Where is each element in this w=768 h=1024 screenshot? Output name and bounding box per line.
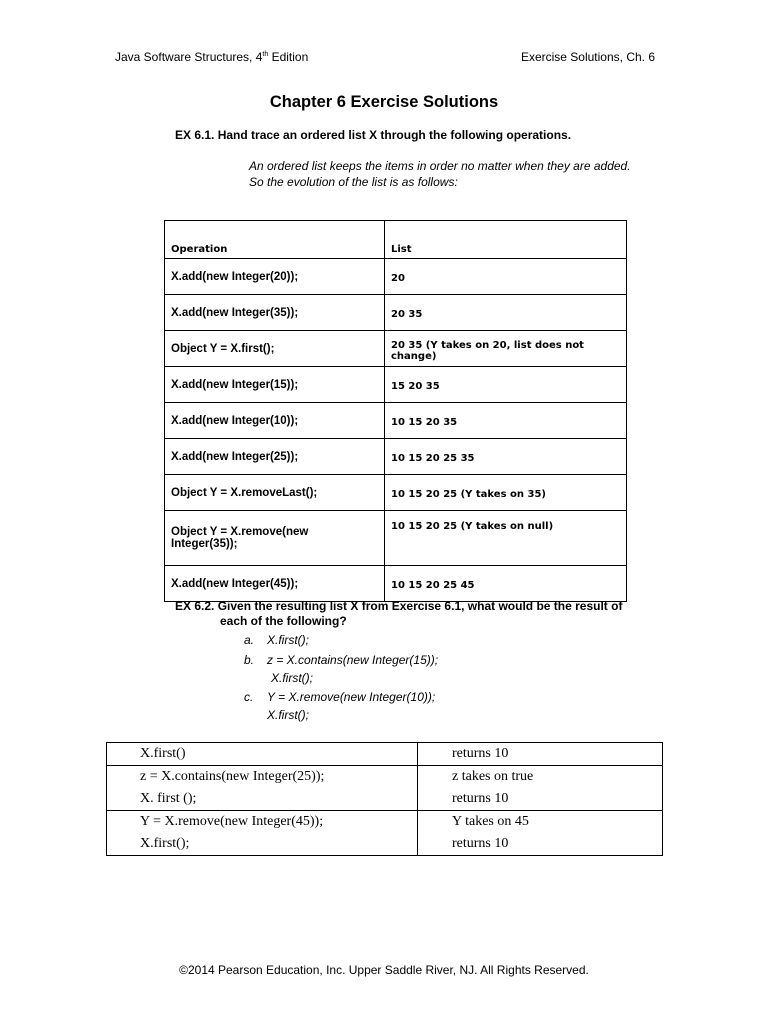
- answer-result-line: z takes on true: [452, 769, 534, 784]
- list-cell: 10 15 20 25 45: [385, 566, 627, 602]
- answer-result-cell: [418, 811, 663, 856]
- item-b-text-line2: X.first();: [271, 671, 313, 685]
- answer-expression-line: Y = X.remove(new Integer(45));: [140, 814, 324, 829]
- table-row: [165, 403, 627, 439]
- header-book-title-suffix: Edition: [268, 50, 309, 64]
- item-b-label: b.: [244, 653, 255, 667]
- operation-cell: Object Y = X.removeLast();: [165, 475, 385, 511]
- exercise-6-1-intro-line2: So the evolution of the list is as follows:: [249, 175, 458, 189]
- operation-column-header: Operation: [165, 221, 385, 259]
- item-c-label: c.: [244, 690, 254, 704]
- copyright-footer: ©2014 Pearson Education, Inc. Upper Saddle River, NJ. All Rights Reserved.: [179, 963, 589, 977]
- list-cell: 10 15 20 25 (Y takes on 35): [385, 475, 627, 511]
- operation-cell: X.add(new Integer(35));: [165, 295, 385, 331]
- item-a-label: a.: [244, 633, 255, 647]
- table-row: [165, 295, 627, 331]
- list-cell: 20 35 (Y takes on 20, list does not change): [385, 331, 627, 367]
- table-row: [165, 331, 627, 367]
- table-row: [107, 743, 663, 766]
- answers-table: [106, 742, 663, 856]
- operation-cell: X.add(new Integer(25));: [165, 439, 385, 475]
- exercise-6-2-heading-line1: EX 6.2. Given the resulting list X from Exercise 6.1, what would be the result of: [175, 599, 623, 613]
- list-cell: 20 35: [385, 295, 627, 331]
- header-book-title: [115, 50, 308, 64]
- table-row: [107, 811, 663, 856]
- answer-expression-cell: [107, 766, 418, 811]
- operations-table: [164, 220, 627, 602]
- operation-cell: X.add(new Integer(45));: [165, 566, 385, 602]
- list-cell: 15 20 35: [385, 367, 627, 403]
- answer-expression-cell: [107, 811, 418, 856]
- operation-cell-line: Object Y = X.remove(new: [171, 526, 309, 538]
- answer-expression-cell: [107, 743, 418, 766]
- answer-expression-line: X. first ();: [140, 791, 197, 806]
- answer-expression-line: X.first();: [140, 836, 190, 851]
- answer-expression-line: z = X.contains(new Integer(25));: [140, 769, 325, 784]
- table-row: [165, 511, 627, 566]
- item-c-text-line1: Y = X.remove(new Integer(10));: [267, 690, 436, 704]
- table-row: [165, 259, 627, 295]
- answer-result-line: returns 10: [452, 746, 509, 761]
- item-b-text-line1: z = X.contains(new Integer(15));: [267, 653, 439, 667]
- exercise-6-1-heading: EX 6.1. Hand trace an ordered list X through the following operations.: [175, 128, 572, 142]
- operation-cell: [165, 511, 385, 566]
- table-row: [165, 566, 627, 602]
- list-cell: 20: [385, 259, 627, 295]
- operation-cell: X.add(new Integer(20));: [165, 259, 385, 295]
- table-row: [165, 439, 627, 475]
- table-row: [107, 766, 663, 811]
- table-row: [165, 475, 627, 511]
- operation-cell: Object Y = X.first();: [165, 331, 385, 367]
- operation-cell-line: Integer(35));: [171, 538, 238, 550]
- answer-result-cell: [418, 743, 663, 766]
- item-a-text: X.first();: [267, 633, 309, 647]
- list-cell: 10 15 20 25 35: [385, 439, 627, 475]
- answer-expression-line: X.first(): [140, 746, 186, 761]
- item-c-text-line2: X.first();: [267, 708, 309, 722]
- header-chapter-label: Exercise Solutions, Ch. 6: [520, 50, 655, 64]
- header-book-title-text: Java Software Structures, 4: [115, 50, 263, 64]
- answer-result-line: returns 10: [452, 791, 509, 806]
- exercise-6-1-intro-line1: An ordered list keeps the items in order no matter when they are added.: [249, 159, 631, 173]
- operation-cell: X.add(new Integer(15));: [165, 367, 385, 403]
- operations-table-header-row: [165, 221, 627, 259]
- operation-cell: X.add(new Integer(10));: [165, 403, 385, 439]
- table-row: [165, 367, 627, 403]
- answer-result-line: returns 10: [452, 836, 509, 851]
- page-title: Chapter 6 Exercise Solutions: [269, 93, 499, 111]
- list-cell: 10 15 20 25 (Y takes on null): [385, 511, 627, 566]
- list-cell: 10 15 20 35: [385, 403, 627, 439]
- header-edition-superscript: th: [262, 51, 269, 58]
- list-column-header: List: [385, 221, 627, 259]
- exercise-6-2-heading-line2: each of the following?: [220, 614, 347, 628]
- answer-result-cell: [418, 766, 663, 811]
- answer-result-line: Y takes on 45: [452, 814, 529, 829]
